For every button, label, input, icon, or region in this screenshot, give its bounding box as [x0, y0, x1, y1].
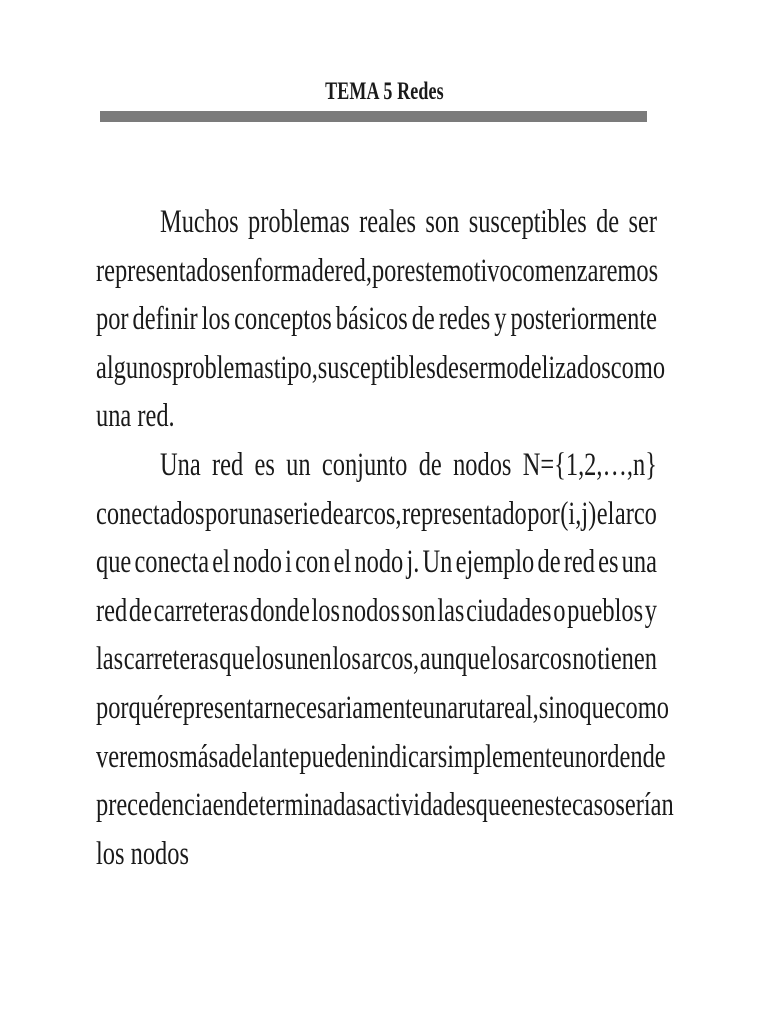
word: los — [255, 641, 284, 678]
text-line — [96, 587, 657, 636]
word: el — [596, 495, 615, 532]
word: actividades — [365, 787, 476, 824]
word: arcos, — [361, 641, 420, 678]
word: problemas — [248, 204, 350, 240]
word: por — [527, 495, 560, 532]
word: una — [238, 495, 274, 532]
word: es — [598, 544, 619, 581]
word: tipo, — [273, 349, 318, 386]
word: los — [311, 592, 341, 629]
word: el — [333, 544, 352, 581]
word: carreteras — [153, 592, 249, 629]
word: con — [295, 544, 331, 581]
word: las — [96, 641, 124, 678]
word: conjunto — [321, 446, 408, 483]
word: (i,j) — [560, 495, 597, 532]
word: red — [563, 544, 595, 581]
text-line — [96, 247, 657, 296]
word: conceptos — [234, 301, 332, 338]
word: red, — [334, 252, 372, 289]
word: Un — [422, 544, 453, 581]
word: de — [435, 349, 459, 386]
word: reales — [359, 204, 417, 240]
word: un — [286, 446, 311, 483]
word: carreteras — [123, 641, 219, 678]
word: como — [610, 349, 666, 386]
word: nodos — [341, 592, 401, 629]
word: que — [96, 544, 132, 581]
word: indicar — [369, 738, 438, 775]
word: los — [201, 301, 231, 338]
word: no — [572, 641, 597, 678]
word: son — [401, 592, 436, 629]
text-line — [96, 733, 666, 782]
word: motivo — [442, 252, 512, 289]
page-header — [0, 72, 768, 112]
text-line — [96, 344, 666, 393]
word: definir — [132, 301, 198, 338]
word: i — [285, 544, 292, 581]
word: que — [579, 689, 615, 726]
word: susceptibles — [468, 204, 587, 240]
word: unen — [284, 641, 332, 678]
word: serie — [273, 495, 320, 532]
word: más — [178, 738, 219, 775]
word: pueblos — [567, 592, 644, 629]
word: una — [422, 689, 459, 726]
paragraph-2 — [96, 441, 674, 878]
text-line — [96, 392, 657, 441]
word: de — [128, 592, 152, 629]
word: este — [533, 787, 572, 824]
word: nodo — [354, 544, 404, 581]
word: red — [96, 592, 128, 629]
word: determinadas — [235, 787, 366, 824]
word: de — [642, 738, 666, 775]
word: donde — [250, 592, 310, 629]
text-line-content — [96, 635, 657, 684]
word: representados — [96, 252, 231, 289]
word: modelizados — [487, 349, 611, 386]
word: en — [212, 787, 236, 824]
word: una — [621, 544, 657, 581]
word: ser — [628, 204, 657, 240]
word: posteriormente — [510, 301, 657, 338]
word: forma — [253, 252, 312, 289]
word: adelante — [218, 738, 300, 775]
word: susceptibles — [317, 349, 436, 386]
word: representar — [163, 689, 273, 726]
word: un — [562, 738, 587, 775]
word: ciudades — [466, 592, 552, 629]
text-line-content — [96, 538, 657, 587]
page-title: TEMA 5 Redes — [324, 78, 444, 105]
text-line-content — [96, 587, 657, 636]
word: nodo — [233, 544, 282, 581]
word: caso — [571, 787, 616, 824]
word: Muchos — [160, 204, 239, 240]
word: Una — [160, 446, 201, 483]
word: es — [254, 446, 275, 483]
word: los — [332, 641, 361, 678]
word: sino — [538, 689, 580, 726]
word: de — [320, 495, 344, 532]
word: pueden — [299, 738, 370, 775]
text-line — [96, 830, 657, 879]
word: o — [553, 592, 566, 629]
word: ser — [458, 349, 488, 386]
word: los — [490, 641, 520, 678]
word: ejemplo — [455, 544, 535, 581]
word: por — [96, 301, 129, 338]
word: de — [418, 446, 442, 483]
word: básicos — [335, 301, 408, 338]
text-line-content — [96, 344, 666, 393]
word: conecta — [134, 544, 210, 581]
word: aunque — [419, 641, 491, 678]
word: orden — [586, 738, 643, 775]
text-line-content — [96, 490, 657, 539]
word: tienen — [597, 641, 657, 678]
word: ruta — [458, 689, 497, 726]
text-line-content — [96, 781, 674, 830]
word: arco — [614, 495, 657, 532]
text-line-content — [96, 684, 669, 733]
body-text — [96, 198, 674, 878]
word: N={1,2,…,n} — [522, 446, 657, 483]
word: las — [437, 592, 465, 629]
word: que — [219, 641, 255, 678]
word: algunos — [96, 349, 172, 386]
word: necesariamente — [272, 689, 423, 726]
text-line-content — [160, 198, 657, 247]
word: red — [212, 446, 244, 483]
word: y — [644, 592, 657, 629]
word: por — [204, 495, 238, 532]
text-line — [96, 295, 657, 344]
text-line-content — [96, 733, 666, 782]
word: conectados — [96, 495, 205, 532]
word: nodos — [453, 446, 512, 483]
word: son — [425, 204, 460, 240]
word: de — [596, 204, 620, 240]
text-line — [96, 441, 657, 490]
word: veremos — [96, 738, 179, 775]
word: redes — [438, 301, 491, 338]
word: serían — [615, 787, 674, 824]
text-line-content: los nodos — [96, 835, 189, 872]
word: problemas — [171, 349, 274, 386]
word: y — [494, 301, 507, 338]
word: j. — [406, 544, 420, 581]
word: precedencia — [96, 787, 213, 824]
text-line — [96, 538, 657, 587]
text-line — [96, 490, 657, 539]
word: de — [311, 252, 335, 289]
text-line — [96, 198, 657, 247]
word: real, — [496, 689, 539, 726]
word: que — [475, 787, 511, 824]
word: en — [510, 787, 534, 824]
word: representado — [402, 495, 527, 532]
header-divider — [100, 111, 647, 122]
text-line-content — [96, 247, 657, 296]
word: el — [212, 544, 230, 581]
word: arcos, — [343, 495, 402, 532]
text-line — [96, 635, 657, 684]
word: como — [614, 689, 669, 726]
text-line-content — [96, 295, 657, 344]
word: de — [411, 301, 435, 338]
text-line — [96, 781, 674, 830]
word: en — [230, 252, 254, 289]
text-line-content — [160, 441, 657, 490]
word: por — [371, 252, 405, 289]
word: de — [537, 544, 561, 581]
text-line-content: una red. — [96, 398, 175, 435]
word: arcos — [520, 641, 572, 678]
word: este — [404, 252, 443, 289]
paragraph-1 — [96, 198, 666, 441]
word: porqué — [96, 689, 164, 726]
word: simplemente — [437, 738, 563, 775]
text-line — [96, 684, 669, 733]
word: comenzaremos — [511, 252, 659, 289]
